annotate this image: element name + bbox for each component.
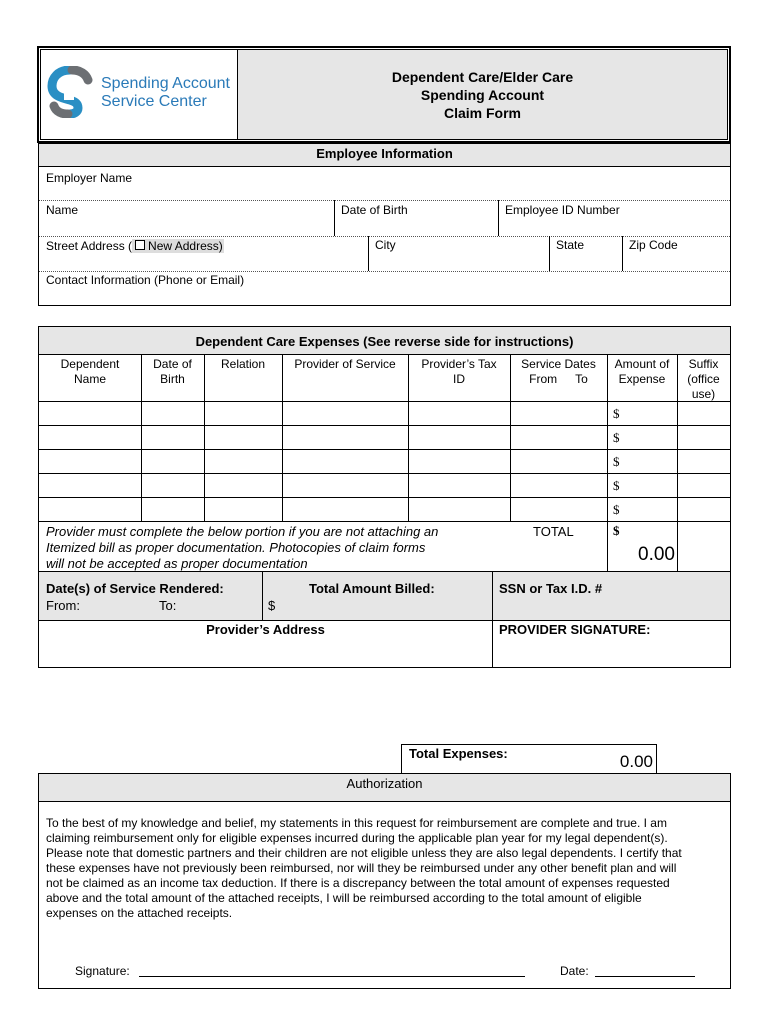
- col-amount-2: Expense: [618, 372, 666, 386]
- table-row[interactable]: [39, 498, 730, 521]
- employer-name-label: Employer Name: [46, 171, 133, 185]
- dates-rendered-label: Date(s) of Service Rendered:: [46, 581, 224, 596]
- col-from: From: [529, 372, 558, 386]
- logo-icon: [46, 66, 96, 118]
- col-suffix-2: (office: [687, 372, 720, 386]
- provider-address-label: Provider’s Address: [206, 622, 325, 637]
- provider-note-line2: Itemized bill as proper documentation. Photocopies of claim forms: [46, 540, 426, 555]
- employee-id-field[interactable]: [505, 218, 725, 234]
- to-label: To:: [159, 598, 177, 613]
- authorization-line: expenses on the attached receipts.: [46, 906, 233, 920]
- col-divider: [622, 236, 623, 271]
- col-tax-id-2: ID: [453, 372, 465, 386]
- authorization-line: these expenses have not previously been reimbursed, nor will they be reimbursed under any other benefit plan and will: [46, 861, 677, 875]
- currency-symbol: $: [613, 430, 620, 445]
- employer-name-field[interactable]: [140, 184, 720, 200]
- total-billed-label: Total Amount Billed:: [309, 581, 435, 596]
- currency-symbol: $: [613, 478, 620, 493]
- col-amount: [607, 357, 677, 387]
- logo-text-line1: Spending Account: [101, 75, 230, 92]
- col-relation: Relation: [220, 357, 266, 371]
- col-service-dates-1: Service Dates: [521, 357, 596, 371]
- authorization-line: above and the total amount of the attached receipts, I will be reimbursed according to the total amount of eligible: [46, 891, 642, 905]
- employee-header-line: [39, 166, 730, 167]
- row-divider: [39, 271, 730, 272]
- ssn-tax-label: SSN or Tax I.D. #: [499, 581, 603, 596]
- state-label: State: [556, 238, 585, 252]
- provider-divider: [262, 571, 263, 620]
- authorization-title: Authorization: [346, 776, 423, 791]
- table-row[interactable]: [39, 426, 730, 449]
- col-dob-1: Date of: [153, 357, 192, 371]
- checkbox-icon[interactable]: [135, 240, 145, 250]
- street-address-label: [46, 239, 224, 253]
- col-suffix: [677, 357, 730, 402]
- new-address-option[interactable]: [132, 239, 224, 253]
- provider-dates-bg: [39, 572, 730, 620]
- col-dependent-name-2: Name: [73, 372, 106, 386]
- signature-label: Signature:: [75, 964, 130, 978]
- total-label: TOTAL: [533, 524, 574, 539]
- provider-signature-label: PROVIDER SIGNATURE:: [499, 622, 651, 637]
- col-tax-id-1: Provider’s Tax: [421, 357, 497, 371]
- col-provider: Provider of Service: [294, 357, 396, 371]
- street-address-text: Street Address (: [46, 239, 133, 253]
- form-title-line1: Dependent Care/Elder Care: [391, 69, 574, 85]
- row-divider: [39, 200, 730, 201]
- authorization-line: Please note that domestic partners and their children are not eligible unless they are also legal dependents. I certify that: [46, 846, 682, 860]
- authorization-line: not be claimed as an income tax deduction. If there is a discrepancy between the total amount of expenses requested: [46, 876, 670, 890]
- date-label: Date:: [560, 964, 589, 978]
- col-service-dates: [510, 357, 607, 387]
- total-currency-symbol: $: [613, 523, 620, 538]
- provider-note-line3: will not be accepted as proper documentation: [46, 556, 308, 571]
- new-address-label: New Address): [148, 239, 223, 253]
- col-amount-1: Amount of: [614, 357, 670, 371]
- col-dependent-name: [39, 357, 141, 387]
- table-row[interactable]: [39, 402, 730, 425]
- employee-id-label: Employee ID Number: [505, 203, 620, 217]
- contact-field[interactable]: [46, 288, 721, 304]
- col-date-of-birth: [141, 357, 204, 387]
- authorization-line: claiming reimbursement only for eligible expenses incurred during the applicable plan year for my legal dependent(s).: [46, 831, 668, 845]
- dollar-label: $: [268, 598, 276, 613]
- authorization-header-line: [39, 801, 730, 802]
- table-row[interactable]: [39, 474, 730, 497]
- currency-symbol: $: [613, 502, 620, 517]
- col-divider: [334, 200, 335, 236]
- date-of-birth-label: Date of Birth: [341, 203, 408, 217]
- col-divider: [549, 236, 550, 271]
- date-line[interactable]: [595, 976, 695, 977]
- currency-symbol: $: [613, 454, 620, 469]
- name-field[interactable]: [46, 218, 331, 234]
- grid-hline: [39, 521, 730, 522]
- row-divider: [39, 236, 730, 237]
- table-row[interactable]: [39, 450, 730, 473]
- contact-label: Contact Information (Phone or Email): [46, 273, 245, 287]
- signature-line[interactable]: [139, 976, 525, 977]
- total-expenses-value: 0.00: [619, 752, 653, 771]
- expenses-section-title: Dependent Care Expenses (See reverse side for instructions): [195, 334, 574, 349]
- currency-symbol: $: [613, 406, 620, 421]
- col-suffix-1: Suffix: [688, 357, 719, 371]
- provider-note-line1: Provider must complete the below portion if you are not attaching an: [46, 524, 439, 539]
- col-dob-2: Birth: [160, 372, 185, 386]
- total-value: 0.00: [638, 544, 675, 565]
- city-label: City: [375, 238, 396, 252]
- expenses-header-line: [39, 354, 730, 355]
- name-label: Name: [46, 203, 79, 217]
- col-tax-id: [408, 357, 510, 387]
- date-of-birth-field[interactable]: [341, 218, 491, 234]
- employee-section-title: Employee Information: [316, 146, 453, 161]
- zip-label: Zip Code: [629, 238, 678, 252]
- form-title-line2: Spending Account: [420, 87, 545, 103]
- provider-mid-line: [39, 620, 730, 621]
- col-service-dates-2: [510, 372, 607, 387]
- logo-text-line2: Service Center: [101, 93, 207, 110]
- from-label: From:: [46, 598, 80, 613]
- total-expenses-label: Total Expenses:: [409, 746, 508, 761]
- col-divider: [498, 200, 499, 236]
- col-suffix-3: use): [691, 387, 716, 401]
- col-dependent-name-1: Dependent: [60, 357, 120, 371]
- col-to: To: [575, 372, 588, 386]
- form-title-line3: Claim Form: [443, 105, 521, 121]
- col-divider: [368, 236, 369, 271]
- authorization-line: To the best of my knowledge and belief, my statements in this request for reimbursement are complete and true. I am: [46, 816, 667, 830]
